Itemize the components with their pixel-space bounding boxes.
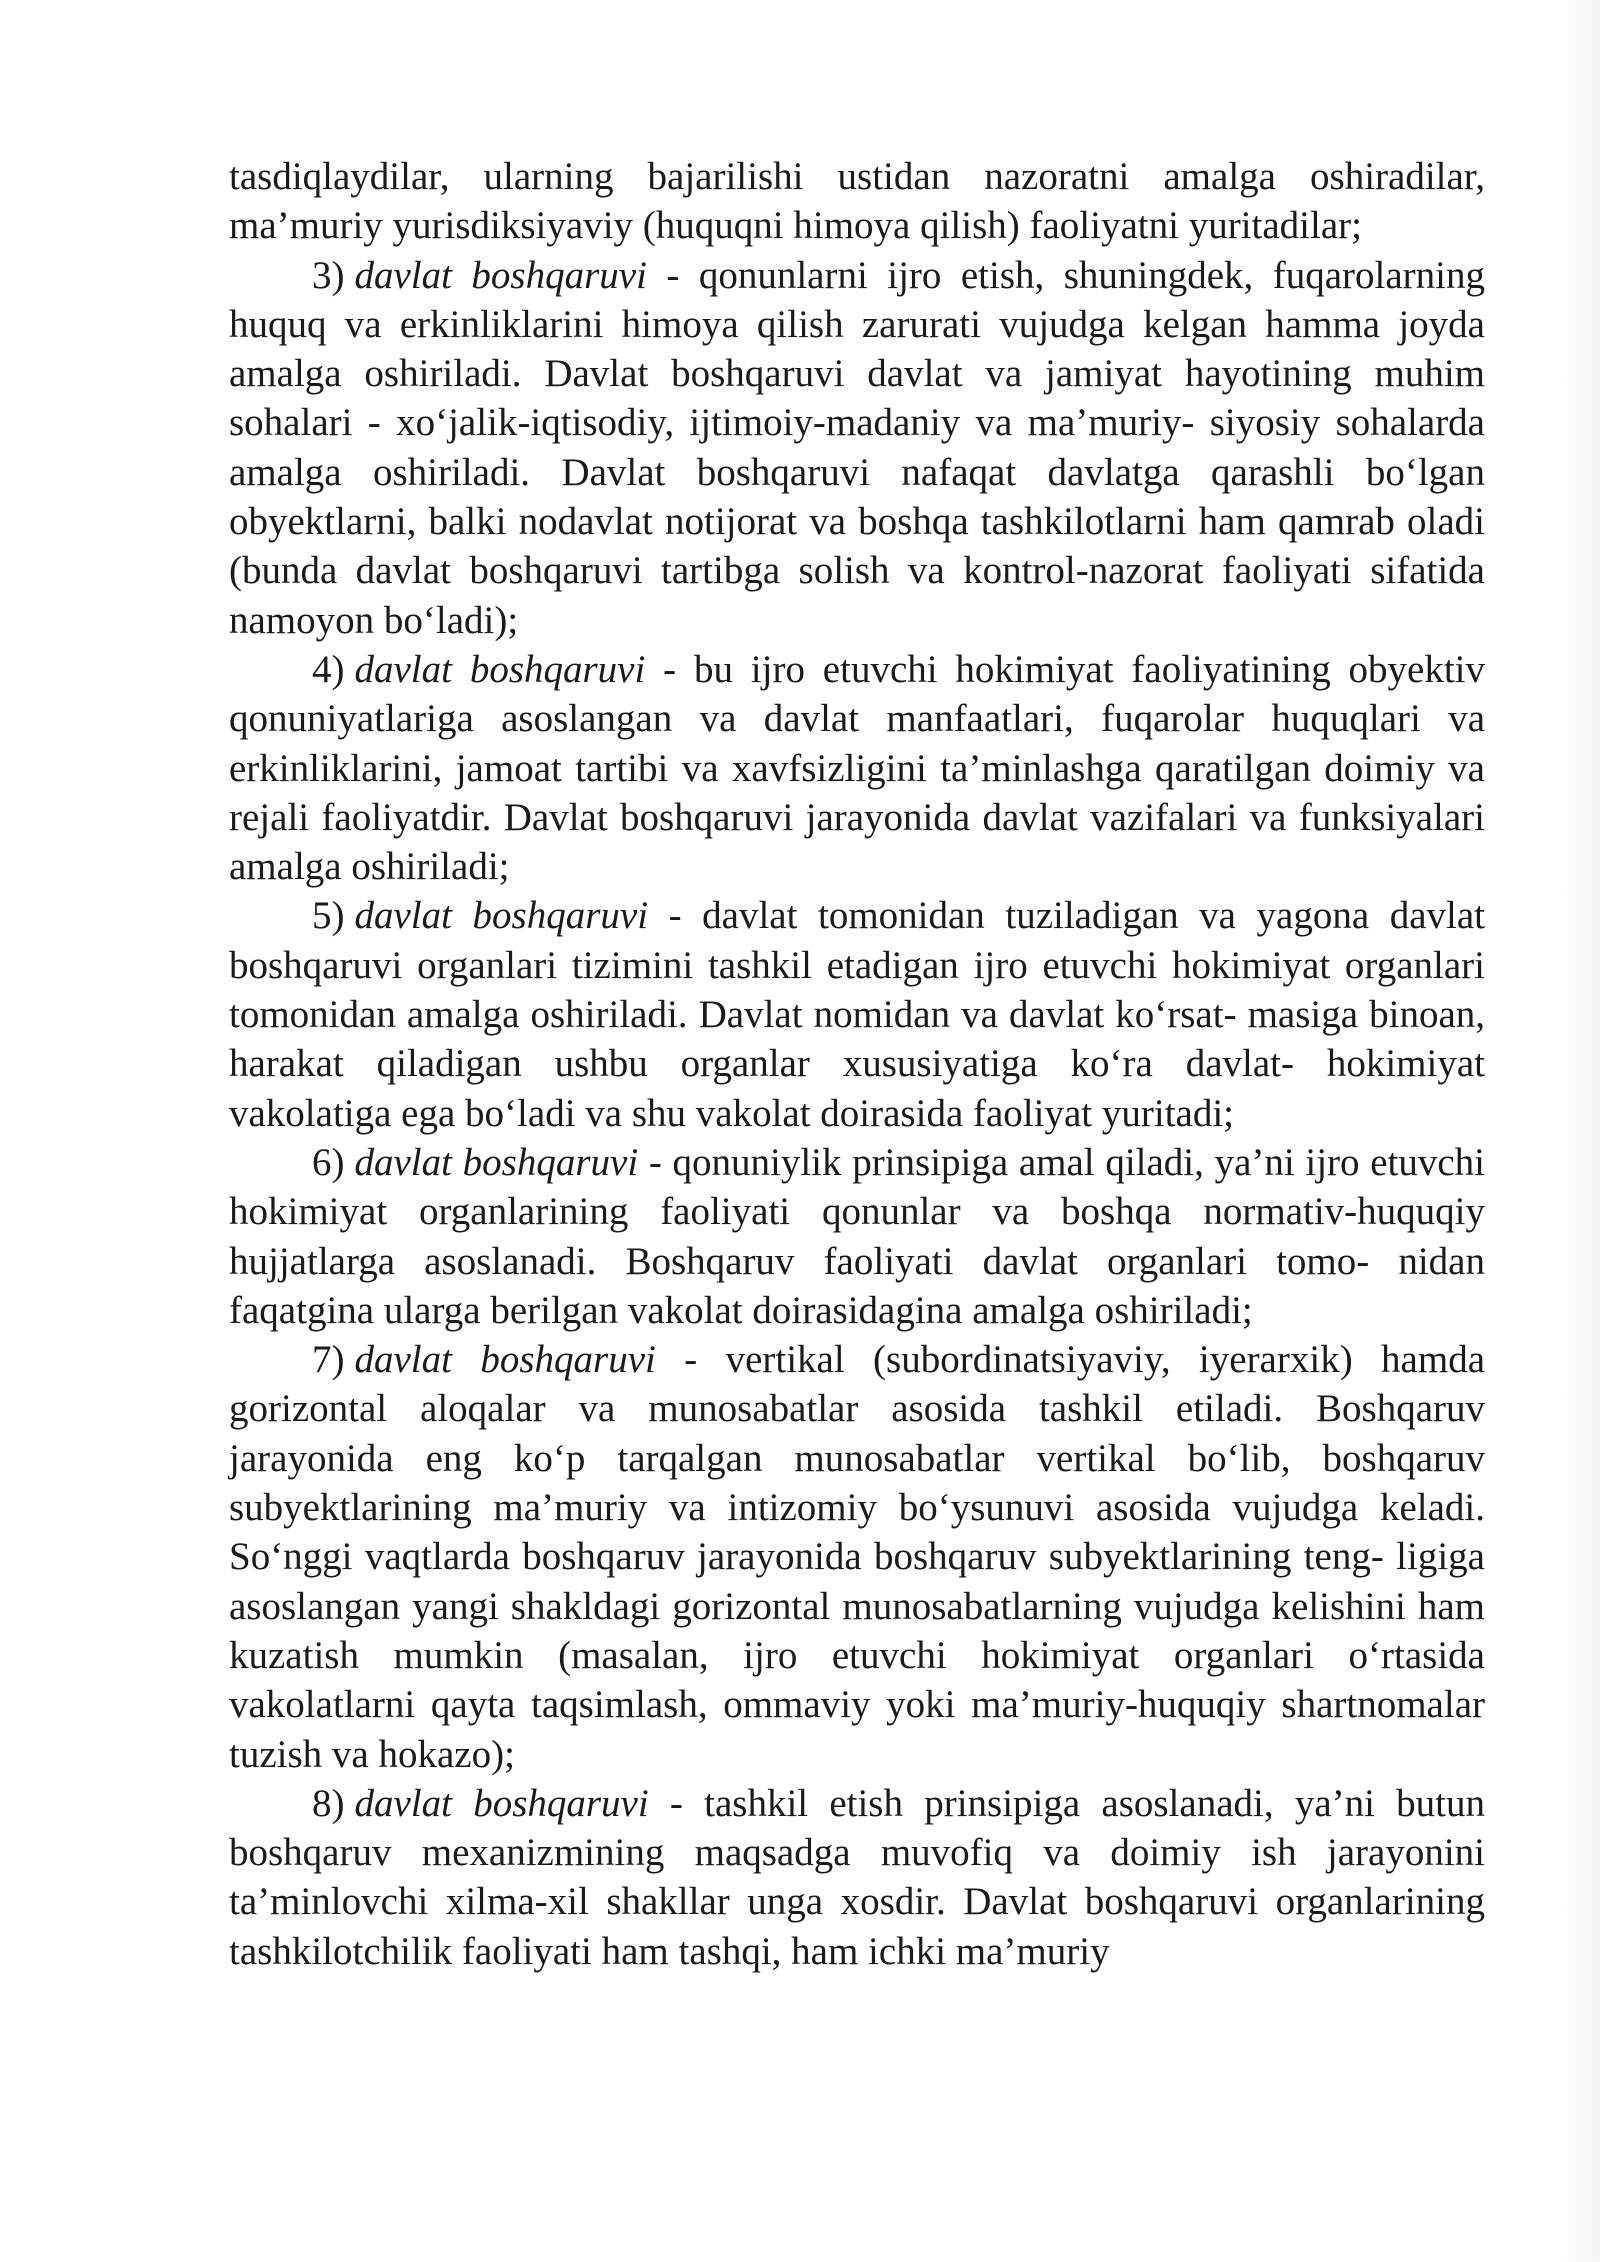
item-term: davlat boshqaruvi <box>354 1140 639 1184</box>
body-text <box>229 152 1485 1976</box>
item-number: 7) <box>312 1338 345 1382</box>
list-item-3 <box>229 251 1485 645</box>
item-term: davlat boshqaruvi <box>354 1338 656 1382</box>
item-text: - qonuniylik prinsipiga amal qiladi, ya’ni ijro etuvchi hokimiyat organlarining faoliyati qonunlar va boshqa normativ-huquqiy hujjatlarga asoslanadi. Boshqaruv faoliyati davlat organlari tomo- nidan faqatgina ularga berilgan vakolat doirasidagina amalga oshiriladi; <box>229 1140 1486 1332</box>
item-number: 5) <box>312 894 345 938</box>
intro-paragraph: tasdiqlaydilar, ularning bajarilishi ustidan nazoratni amalga oshiradilar, ma’muriy yurisdiksiyaviy (huquqni himoya qilish) faoliyatni yuritadilar; <box>229 155 1485 248</box>
item-term: davlat boshqaruvi <box>354 1781 649 1825</box>
list-item-8 <box>229 1779 1485 1976</box>
item-number: 8) <box>312 1781 345 1825</box>
list-item-6 <box>229 1138 1485 1335</box>
item-text: - bu ijro etuvchi hokimiyat faoliyatining obyektiv qonuniyatlariga asoslangan va davlat manfaatlari, fuqarolar huquqlari va erkinliklarini, jamoat tartibi va xavfsizligini ta’minlashga qaratilgan doimiy va rejali faoliyatdir. Davlat boshqaruvi jarayonida davlat vazifalari va funksiyalari amalga oshiriladi; <box>229 647 1486 889</box>
item-term: davlat boshqaruvi <box>354 253 647 297</box>
list-item-7 <box>229 1335 1485 1779</box>
item-number: 3) <box>312 253 345 297</box>
item-number: 4) <box>312 647 345 691</box>
list-item-4 <box>229 645 1485 891</box>
list-item-5 <box>229 891 1485 1137</box>
item-number: 6) <box>312 1140 345 1184</box>
item-term: davlat boshqaruvi <box>354 894 649 938</box>
item-text: - tashkil etish prinsipiga asoslanadi, ya’ni butun boshqaruv mexanizmining maqsadga muvofiq va doimiy ish jarayonini ta’minlovchi xilma-xil shakllar unga xosdir. Davlat boshqaruvi organlarining tashkilotchilik faoliyati ham tashqi, ham ichki ma’muriy <box>229 1781 1486 1973</box>
item-text: - vertikal (subordinatsiyaviy, iyerarxik) hamda gorizontal aloqalar va munosabatlar asosida tashkil etiladi. Boshqaruv jarayonida eng ko‘p tarqalgan munosabatlar vertikal bo‘lib, boshqaruv subyektlarining ma’muriy va intizomiy bo‘ysunuvi asosida vujudga keladi. So‘nggi vaqtlarda boshqaruv jarayonida boshqaruv subyektlarining teng- ligiga asoslangan yangi shakldagi gorizontal munosabatlarning vujudga kelishini ham kuzatish mumkin (masalan, ijro etuvchi hokimiyat organlari o‘rtasida vakolatlarni qayta taqsimlash, ommaviy yoki ma’muriy-huquqiy shartnomalar tuzish va hokazo); <box>229 1338 1486 1776</box>
item-text: - davlat tomonidan tuziladigan va yagona davlat boshqaruvi organlari tizimini tashkil etadigan ijro etuvchi hokimiyat organlari tomonidan amalga oshiriladi. Davlat nomidan va davlat ko‘rsat- masiga binoan, harakat qiladigan ushbu organlar xususiyatiga ko‘ra davlat- hokimiyat vakolatiga ega bo‘ladi va shu vakolat doirasida faoliyat yuritadi; <box>229 894 1486 1135</box>
page-edge-shadow <box>1560 0 1600 2262</box>
item-text: - qonunlarni ijro etish, shuningdek, fuqarolarning huquq va erkinliklarini himoya qilish zarurati vujudga kelgan hamma joyda amalga oshiriladi. Davlat boshqaruvi davlat va jamiyat hayotining muhim sohalari - xo‘jalik-iqtisodiy, ijtimoiy-madaniy va ma’muriy- siyosiy sohalarda amalga oshiriladi. Davlat boshqaruvi nafaqat davlatga qarashli bo‘lgan obyektlarni, balki nodavlat notijorat va boshqa tashkilotlarni ham qamrab oladi (bunda davlat boshqaruvi tartibga solish va kontrol-nazorat faoliyati sifatida namoyon bo‘ladi); <box>229 253 1485 642</box>
item-term: davlat boshqaruvi <box>354 647 646 691</box>
